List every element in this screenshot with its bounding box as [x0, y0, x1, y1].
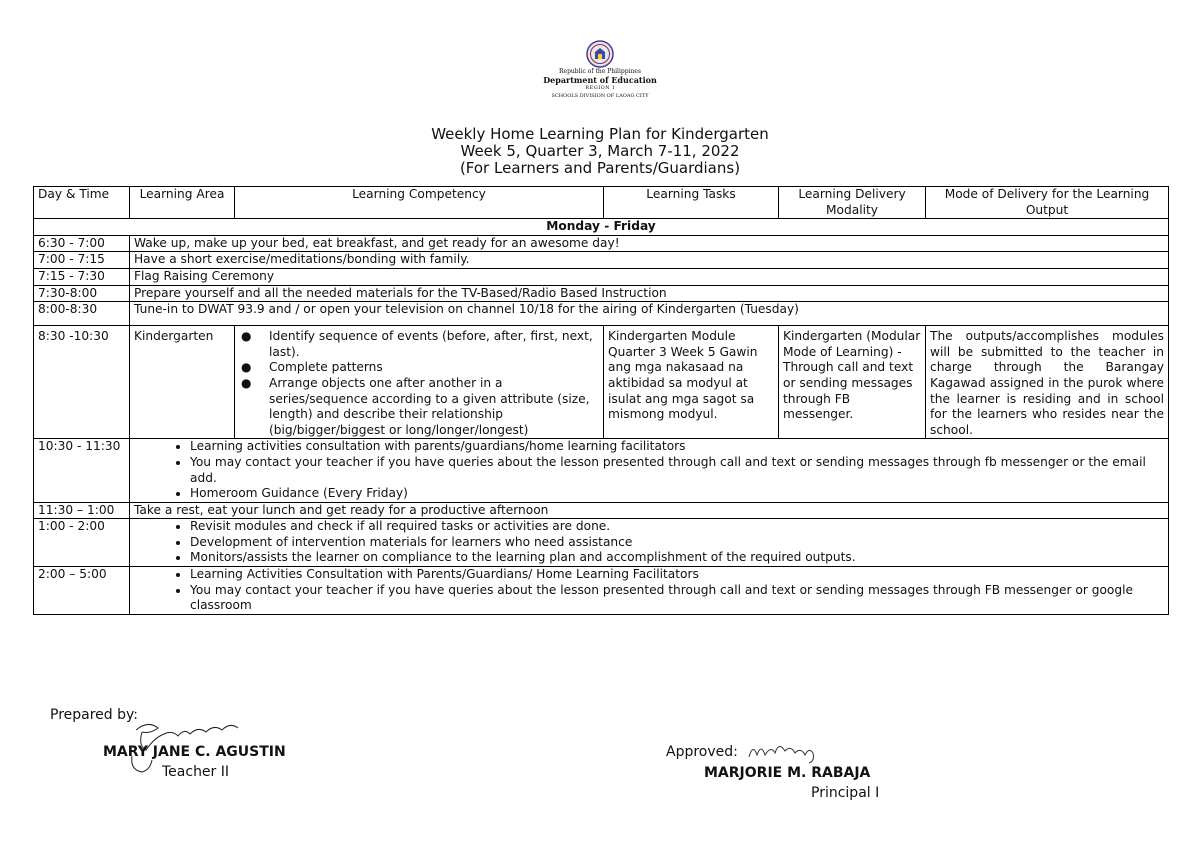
competency-list	[239, 329, 599, 438]
row-activity	[130, 439, 1169, 502]
table-row	[34, 567, 1169, 615]
activity-list	[134, 519, 1164, 566]
learning-area-cell: Kindergarten	[130, 326, 235, 439]
table-row	[34, 439, 1169, 502]
row-activity	[130, 519, 1169, 567]
row-time: 1:00 - 2:00	[34, 519, 130, 567]
document-titles	[0, 126, 1200, 177]
list-item: ● Arrange objects one after another in a series/sequence according to a given attribute (size, length) and describe their relationship (big/bigger/biggest or long/longer/longest)	[269, 376, 599, 438]
list-item: • Monitors/assists the learner on compliance to the learning plan and accomplishment of the required outputs.	[190, 550, 1164, 566]
row-time: 7:00 - 7:15	[34, 252, 130, 269]
table-row	[34, 285, 1169, 302]
approver-signature-icon	[745, 737, 825, 765]
row-activity: Prepare yourself and all the needed materials for the TV-Based/Radio Based Instruction	[130, 285, 1169, 302]
learning-tasks-cell: Kindergarten Module Quarter 3 Week 5 Gawin ang mga nakasaad na aktibidad sa modyul at isulat ang mga sagot sa mismong modyul.	[604, 326, 779, 439]
row-activity: Have a short exercise/meditations/bonding with family.	[130, 252, 1169, 269]
row-time: 7:15 - 7:30	[34, 268, 130, 285]
list-item: ● Identify sequence of events (before, after, first, next, last).	[269, 329, 599, 360]
deped-header	[0, 40, 1200, 100]
row-time: 8:30 -10:30	[34, 326, 130, 439]
day-label: Monday - Friday	[34, 219, 1169, 236]
table-row	[34, 252, 1169, 269]
output-delivery-cell: The outputs/accomplishes modules will be submitted to the teacher in charge through the Barangay Kagawad assigned in the purok where the learner is residing and in school for the learners who resides near the school.	[926, 326, 1169, 439]
republic-line: Republic of the Philippines	[559, 68, 641, 75]
row-time: 2:00 – 5:00	[34, 567, 130, 615]
region-line: REGION I	[585, 85, 615, 91]
row-time: 7:30-8:00	[34, 285, 130, 302]
row-activity: Flag Raising Ceremony	[130, 268, 1169, 285]
deped-seal-icon	[586, 40, 614, 68]
deped-text-block	[0, 68, 1200, 100]
header-learning-area: Learning Area	[130, 187, 235, 219]
day-row	[34, 219, 1169, 236]
table-row	[34, 519, 1169, 567]
activity-list	[134, 439, 1164, 501]
preparer-title: Teacher II	[162, 764, 230, 780]
modality-cell: Kindergarten (Modular Mode of Learning) -Through call and text or sending messages through FB messenger.	[779, 326, 926, 439]
header-learning-competency: Learning Competency	[235, 187, 604, 219]
learning-plan-table	[33, 186, 1169, 615]
preparer-name: MARY JANE C. AGUSTIN	[103, 744, 286, 760]
list-item: • You may contact your teacher if you have queries about the lesson presented through call and text or sending messages through FB messenger or google classroom	[190, 583, 1164, 614]
table-row	[34, 502, 1169, 519]
header-day-time: Day & Time	[34, 187, 130, 219]
row-activity	[130, 567, 1169, 615]
table-row	[34, 268, 1169, 285]
header-row	[34, 187, 1169, 219]
approved-label: Approved:	[666, 744, 738, 760]
row-time: 6:30 - 7:00	[34, 235, 130, 252]
list-item: • Revisit modules and check if all required tasks or activities are done.	[190, 519, 1164, 535]
approver-title: Principal I	[811, 785, 880, 801]
approver-name: MARJORIE M. RABAJA	[704, 765, 871, 781]
main-learning-row	[34, 326, 1169, 439]
header-delivery-modality: Learning Delivery Modality	[779, 187, 926, 219]
division-line: SCHOOLS DIVISION OF LAOAG CITY	[551, 93, 649, 99]
department-line: Department of Education	[543, 75, 657, 85]
list-item: • Development of intervention materials for learners who need assistance	[190, 535, 1164, 551]
activity-list	[134, 567, 1164, 614]
plan-title: Weekly Home Learning Plan for Kindergarten	[431, 125, 769, 143]
week-line: Week 5, Quarter 3, March 7-11, 2022	[460, 142, 740, 160]
row-activity: Wake up, make up your bed, eat breakfast, and get ready for an awesome day!	[130, 235, 1169, 252]
list-item: • Learning Activities Consultation with Parents/Guardians/ Home Learning Facilitators	[190, 567, 1164, 583]
row-time: 8:00-8:30	[34, 302, 130, 326]
list-item: • You may contact your teacher if you have queries about the lesson presented through call and text or sending messages through fb messenger or the email add.	[190, 455, 1164, 486]
row-activity: Tune-in to DWAT 93.9 and / or open your television on channel 10/18 for the airing of Kindergarten (Tuesday)	[130, 302, 1169, 326]
list-item: • Homeroom Guidance (Every Friday)	[190, 486, 1164, 502]
list-item: • Learning activities consultation with parents/guardians/home learning facilitators	[190, 439, 1164, 455]
row-activity: Take a rest, eat your lunch and get ready for a productive afternoon	[130, 502, 1169, 519]
audience-line: (For Learners and Parents/Guardians)	[459, 159, 741, 177]
list-item: ● Complete patterns	[269, 360, 599, 376]
table-row	[34, 302, 1169, 326]
table-row	[34, 235, 1169, 252]
header-output-delivery: Mode of Delivery for the Learning Output	[926, 187, 1169, 219]
prepared-by-label: Prepared by:	[50, 707, 138, 723]
row-time: 11:30 – 1:00	[34, 502, 130, 519]
header-learning-tasks: Learning Tasks	[604, 187, 779, 219]
row-time: 10:30 - 11:30	[34, 439, 130, 502]
competency-cell	[235, 326, 604, 439]
